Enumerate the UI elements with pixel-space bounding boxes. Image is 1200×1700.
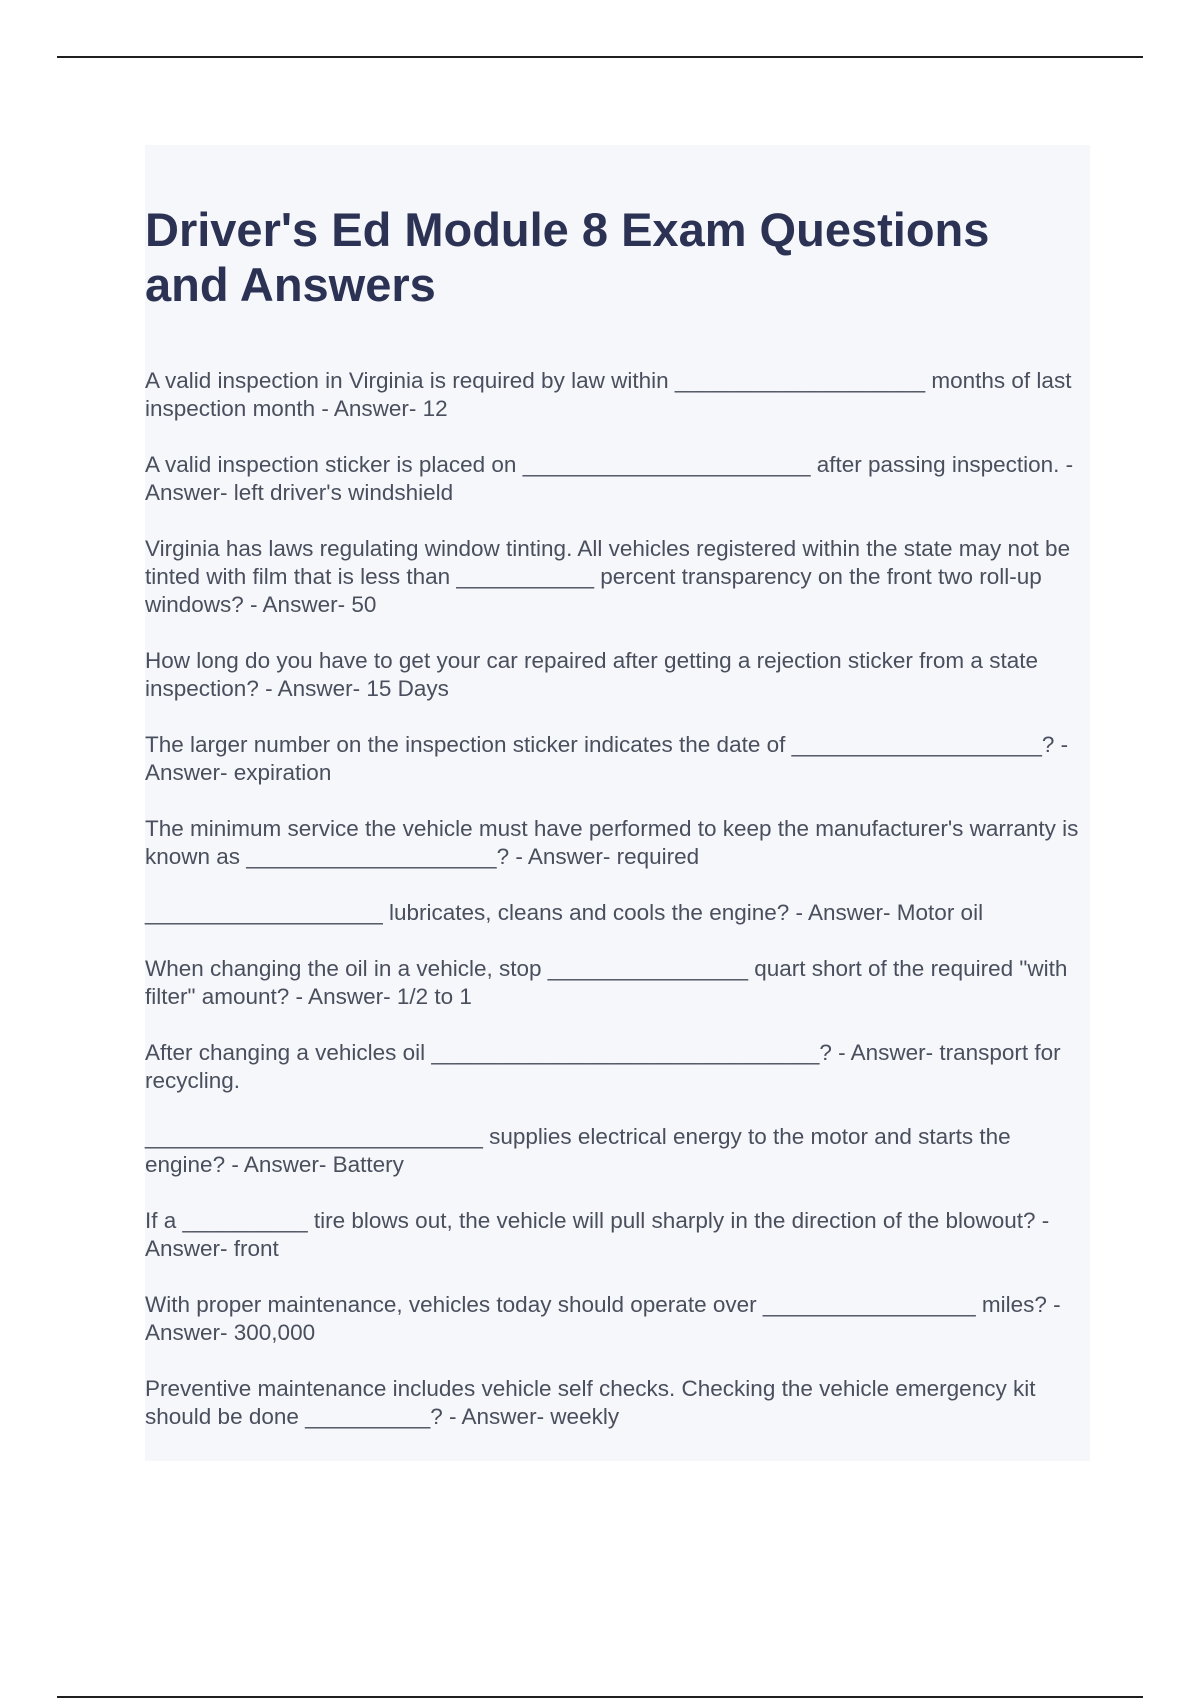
bottom-rule bbox=[57, 1696, 1143, 1698]
qa-item: A valid inspection sticker is placed on _______________________ after passing inspection. - Answer- left driver's windshield bbox=[145, 452, 1079, 505]
document-body bbox=[145, 145, 1090, 1461]
qa-item: When changing the oil in a vehicle, stop ________________ quart short of the required "with filter" amount? - Answer- 1/2 to 1 bbox=[145, 956, 1074, 1009]
qa-list bbox=[145, 367, 1084, 1431]
page-title: Driver's Ed Module 8 Exam Questions and Answers bbox=[145, 203, 990, 311]
qa-item: The larger number on the inspection sticker indicates the date of ____________________? - Answer- expiration bbox=[145, 732, 1074, 785]
qa-item: The minimum service the vehicle must have performed to keep the manufacturer's warranty is known as ____________________? - Answer- required bbox=[145, 816, 1085, 869]
qa-item: How long do you have to get your car repaired after getting a rejection sticker from a state inspection? - Answer- 15 Days bbox=[145, 648, 1045, 701]
qa-item: With proper maintenance, vehicles today should operate over _________________ miles? - Answer- 300,000 bbox=[145, 1292, 1066, 1345]
qa-item: After changing a vehicles oil _______________________________? - Answer- transport for recycling. bbox=[145, 1040, 1067, 1093]
qa-item: If a __________ tire blows out, the vehicle will pull sharply in the direction of the blowout? - Answer- front bbox=[145, 1208, 1055, 1261]
qa-item: A valid inspection in Virginia is required by law within ____________________ months of last inspection month - Answer- 12 bbox=[145, 368, 1078, 421]
top-rule bbox=[57, 56, 1143, 58]
qa-item: Preventive maintenance includes vehicle self checks. Checking the vehicle emergency kit should be done __________? - Answer- weekly bbox=[145, 1376, 1042, 1429]
qa-item: ___________________________ supplies electrical energy to the motor and starts the engine? - Answer- Battery bbox=[145, 1124, 1017, 1177]
qa-item: ___________________ lubricates, cleans and cools the engine? - Answer- Motor oil bbox=[145, 900, 984, 925]
qa-item: Virginia has laws regulating window tinting. All vehicles registered within the state may not be tinted with film that is less than ___________ percent transparency on the front two roll-up windows? - Answer- 50 bbox=[145, 536, 1077, 617]
